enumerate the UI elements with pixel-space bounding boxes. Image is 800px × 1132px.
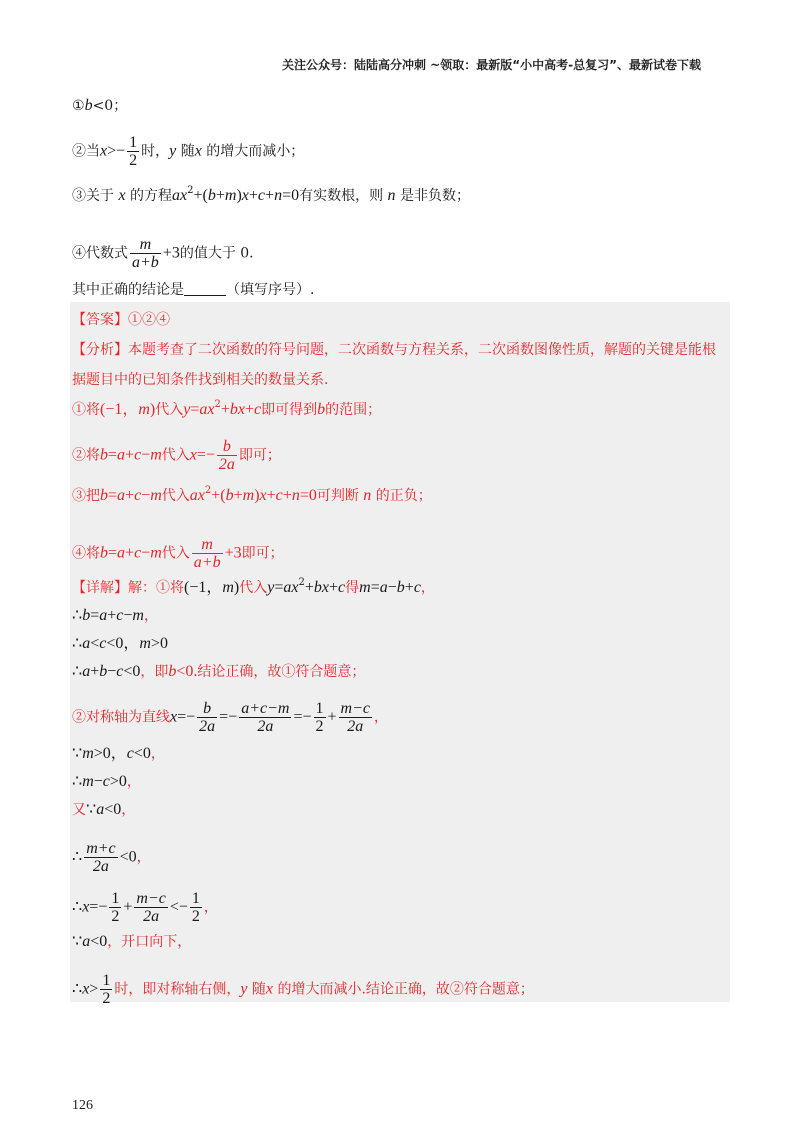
detail-line-11: ∵a<0，开口向下， — [72, 933, 192, 950]
detail-line-10: ∴x=− $\frac{1}{2}$ + $\frac{m-c}{2a}$ <− $\frac{1}{2}$ ， — [72, 890, 218, 925]
analysis-step-4: ④将b=a+c−m代入 $\frac{m}{a+b}$ +3即可； — [72, 536, 284, 571]
condition-2: ②当x>− $\frac{1}{2}$ 时，y 随x 的增大而减小； — [72, 134, 305, 169]
analysis-line-1: 【分析】本题考查了二次函数的符号问题，二次函数与方程关系，二次函数图像性质，解题的关键是能根 — [72, 342, 716, 358]
detail-line-9: ∴ $\frac{m+c}{2a}$ <0， — [72, 840, 151, 875]
analysis-line-2: 据题目中的已知条件找到相关的数量关系. — [72, 372, 329, 388]
detail-line-2: ∴b=a+c−m， — [72, 607, 158, 624]
condition-1: ①b<0； — [72, 97, 128, 114]
analysis-step-1: ①将(−1，m)代入$y=ax^2+bx+c$即可得到b的范围； — [72, 399, 382, 418]
answer-label: 【答案】①②④ — [72, 312, 170, 328]
detail-line-12: ∴x> $\frac{1}{2}$ 时，即对称轴右侧，y 随x 的增大而减小.结论正确，故②符合题意； — [72, 972, 534, 1007]
detail-line-5: ②对称轴为直线x=− $\frac{b}{2a}$ =− $\frac{a+c-m}{2a}$ =− $\frac{1}{2}$ + $\frac{m-c}{2a}$ ， — [72, 700, 388, 735]
detail-line-1: 【详解】解：①将(−1，m)代入$y=ax^2+bx+c$得m=a−b+c， — [72, 577, 435, 596]
page-header: 关注公众号：陆陆高分冲刺 ~领取：最新版“小中高考-总复习”、最新试卷下载 — [282, 58, 701, 72]
detail-line-7: ∴m−c>0， — [72, 773, 141, 790]
detail-line-6: ∵m>0，c<0， — [72, 745, 165, 762]
condition-3: ③关于 x 的方程$ax^2+(b+m)x+c+n=0$有实数根，则 n 是非负数； — [72, 185, 470, 204]
detail-line-8: 又∵a<0， — [72, 801, 136, 818]
detail-line-4: ∴a+b−c<0，即b<0.结论正确，故①符合题意； — [72, 663, 366, 680]
analysis-step-3: ③把b=a+c−m代入$ax^2+(b+m)x+c+n=0$可判断 n 的正负； — [72, 485, 432, 504]
question-prompt: 其中正确的结论是 （填写序号）. — [72, 282, 315, 298]
detail-line-3: ∴a<c<0，m>0 — [72, 635, 168, 652]
page-number: 126 — [72, 1098, 93, 1113]
answer-blank — [184, 281, 226, 296]
analysis-step-2: ②将b=a+c−m代入x=− $\frac{b}{2a}$ 即可； — [72, 438, 281, 473]
condition-4: ④代数式 $\frac{m}{a+b}$ +3的值大于 0. — [72, 236, 254, 271]
